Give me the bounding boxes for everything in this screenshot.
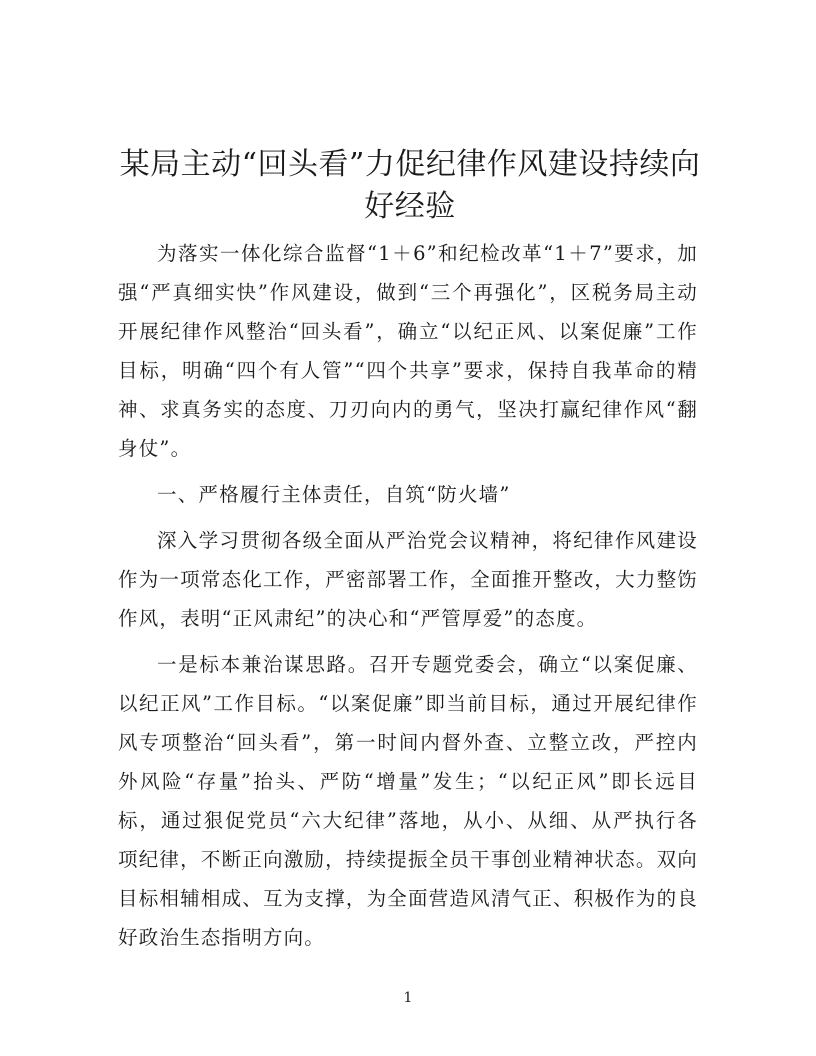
section-heading: 一、严格履行主体责任，自筑“防火墙” <box>157 483 511 506</box>
title-line-1: 某局主动“回头看”力促纪律作风建设持续向 <box>119 147 701 182</box>
intro-paragraph: 为落实一体化综合监督“1＋6”和纪检改革“1＋7”要求，加强“严真细实快”作风建设，做到“三个再强化”，区税务局主动开展纪律作风整治“回头看”，确立“以纪正风、以案促廉”工作目标，明确“四个有人管”“四个共享”要求，保持自我革命的精神、求真务实的态度、刀刃向内的勇气，坚决打赢纪律作风“翻身仗”。 <box>118 242 698 460</box>
body-paragraph: 一是标本兼治谋思路。召开专题党委会，确立“以案促廉、以纪正风”工作目标。“以案促廉”即当前目标，通过开展纪律作风专项整治“回头看”，第一时间内督外查、立整立改，严控内外风险“存量”抬头、严防“增量”发生；“以纪正风”即长远目标，通过狠促党员“六大纪律”落地，从小、从细、从严执行各项纪律，不断正向激励，持续提振全员干事创业精神状态。双向目标相辅相成、互为支撑，为全面营造风清气正、积极作为的良好政治生态指明方向。 <box>118 653 698 949</box>
document-body <box>118 234 698 964</box>
document-title <box>110 144 710 228</box>
body-paragraph: 深入学习贯彻各级全面从严治党会议精神，将纪律作风建设作为一项常态化工作，严密部署工作，全面推开整改，大力整饬作风，表明“正风肃纪”的决心和“严管厚爱”的态度。 <box>118 529 698 630</box>
page-number: 1 <box>403 990 413 1006</box>
title-line-2: 好经验 <box>364 189 456 224</box>
